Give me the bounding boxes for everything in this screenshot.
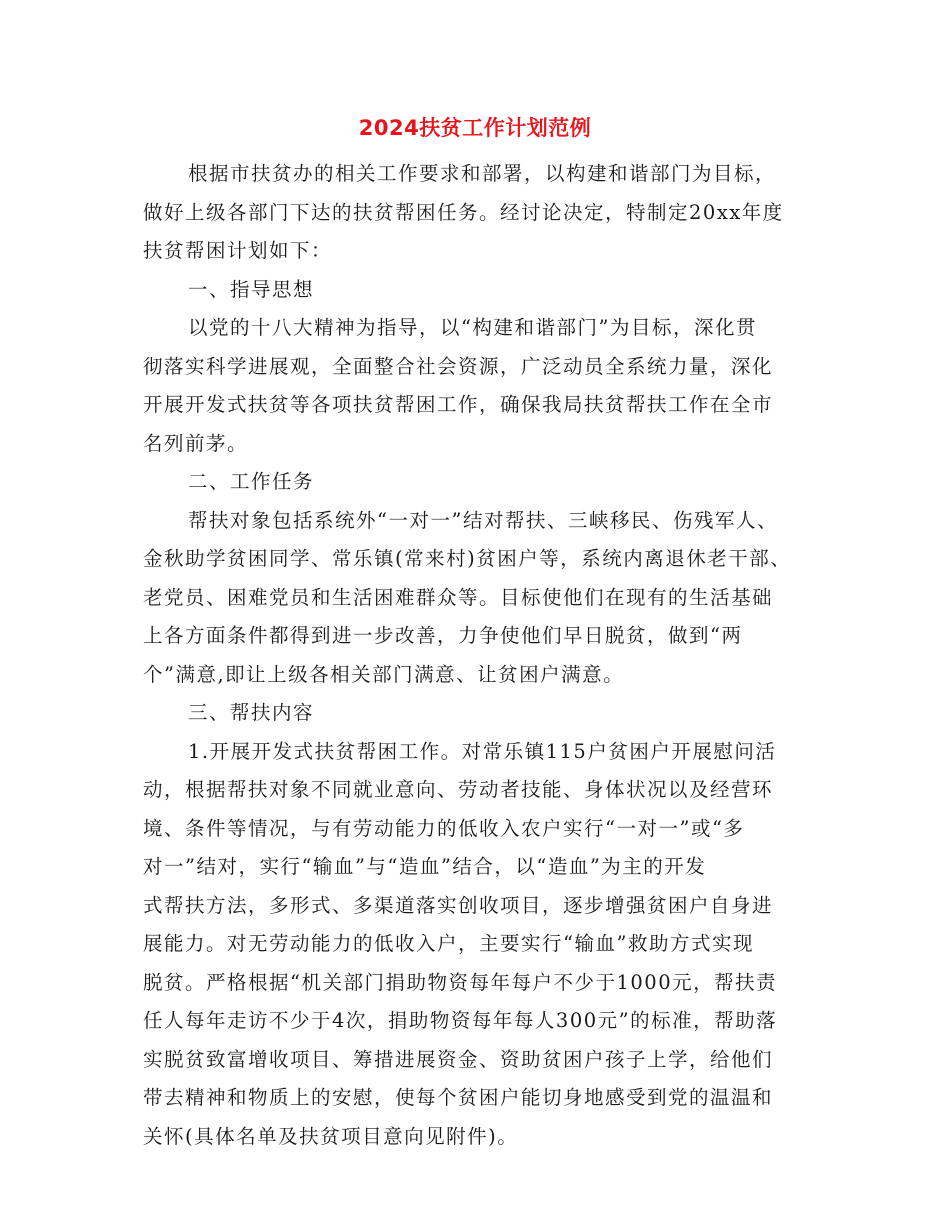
paragraph-line: 动，根据帮扶对象不同就业意向、劳动者技能、身体状况以及经营环 [143, 778, 774, 801]
section-heading: 一、指导思想 [188, 277, 315, 301]
paragraph-line: 帮扶对象包括系统外“一对一”结对帮扶、三峡移民、伤残军人、 [188, 508, 778, 532]
paragraph-line: 金秋助学贫困同学、常乐镇(常来村)贫困户等，系统内离退休老干部、 [143, 547, 792, 570]
paragraph-line: 对一”结对，实行“输血”与“造血”结合，以“造血”为主的开发 [143, 855, 707, 878]
paragraph-line: 以党的十八大精神为指导，以“构建和谐部门”为目标，深化贯 [188, 316, 757, 339]
paragraph-line: 个”满意,即让上级各相关部门满意、让贫困户满意。 [143, 662, 625, 686]
paragraph-line: 境、条件等情况，与有劳动能力的低收入农户实行“一对一”或“多 [143, 816, 745, 840]
paragraph-line: 上各方面条件都得到进一步改善，力争使他们早日脱贫，做到“两 [143, 624, 743, 647]
paragraph-line: 开展开发式扶贫等各项扶贫帮困工作，确保我局扶贫帮扶工作在全市 [143, 393, 774, 416]
paragraph-line: 带去精神和物质上的安慰，使每个贫困户能切身地感受到党的温温和 [143, 1086, 774, 1109]
paragraph-line: 任人每年走访不少于4次，捐助物资每年每人300元”的标准，帮助落 [143, 1009, 778, 1032]
paragraph-line: 根据市扶贫办的相关工作要求和部署，以构建和谐部门为目标， [188, 162, 777, 185]
document-body [143, 155, 811, 1156]
paragraph-line: 名列前茅。 [143, 431, 249, 455]
paragraph-line: 老党员、困难党员和生活困难群众等。目标使他们在现有的生活基础 [143, 585, 774, 609]
document-title: 2024扶贫工作计划范例 [358, 116, 592, 140]
paragraph-line: 关怀(具体名单及扶贫项目意向见附件)。 [143, 1124, 519, 1148]
paragraph-line: 式帮扶方法，多形式、多渠道落实创收项目，逐步增强贫困户自身进 [143, 893, 774, 917]
paragraph-line: 彻落实科学进展观，全面整合社会资源，广泛动员全系统力量，深化 [143, 354, 774, 378]
section-heading: 二、工作任务 [188, 470, 315, 493]
paragraph-line: 实脱贫致富增收项目、筹措进展资金、资助贫困户孩子上学，给他们 [143, 1047, 774, 1071]
section-heading: 三、帮扶内容 [188, 701, 315, 724]
paragraph-line: 1.开展开发式扶贫帮困工作。对常乐镇115户贫困户开展慰问活 [188, 739, 777, 763]
paragraph-line: 脱贫。严格根据“机关部门捐助物资每年每户不少于1000元，帮扶责 [143, 970, 778, 994]
paragraph-line: 扶贫帮困计划如下： [143, 239, 333, 262]
paragraph-line: 做好上级各部门下达的扶贫帮困任务。经讨论决定，特制定20xx年度 [143, 200, 784, 224]
paragraph-line: 展能力。对无劳动能力的低收入户，主要实行“输血”救助方式实现 [143, 932, 754, 955]
